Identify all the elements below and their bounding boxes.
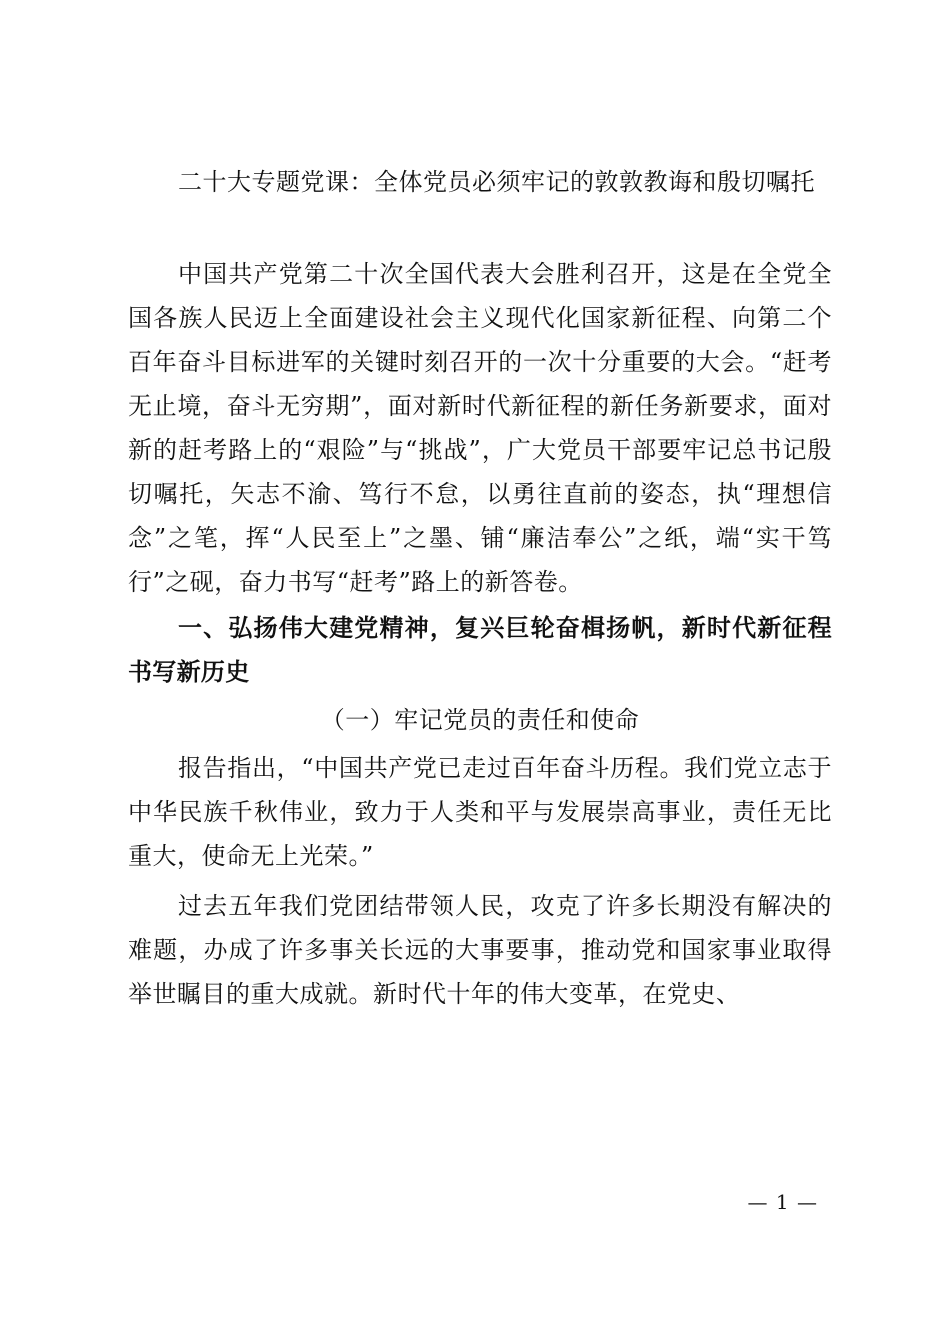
page-number: — 1 —	[747, 1190, 818, 1214]
document-title: 二十大专题党课：全体党员必须牢记的敦敦教诲和殷切嘱托	[178, 168, 815, 196]
body-paragraph: 报告指出，“中国共产党已走过百年奋斗历程。我们党立志于中华民族千秋伟业，致力于人类和平与发展崇高事业，责任无比重大，使命无上光荣。”	[128, 754, 832, 870]
intro-paragraph: 中国共产党第二十次全国代表大会胜利召开，这是在全党全国各族人民迈上全面建设社会主义现代化国家新征程、向第二个百年奋斗目标进军的关键时刻召开的一次十分重要的大会。“赶考无止境，奋斗无穷期”，面对新时代新征程的新任务新要求，面对新的赶考路上的“艰险”与“挑战”，广大党员干部要牢记总书记殷切嘱托，矢志不渝、笃行不怠，以勇往直前的姿态，执“理想信念”之笔，挥“人民至上”之墨、铺“廉洁奉公”之纸，端“实干笃行”之砚，奋力书写“赶考”路上的新答卷。	[128, 260, 832, 596]
body-paragraph: 过去五年我们党团结带领人民，攻克了许多长期没有解决的难题，办成了许多事关长远的大事要事，推动党和国家事业取得举世瞩目的重大成就。新时代十年的伟大变革，在党史、	[128, 892, 832, 1008]
section-heading: 一、弘扬伟大建党精神，复兴巨轮奋楫扬帆，新时代新征程书写新历史	[128, 614, 832, 686]
document-body	[128, 160, 832, 1016]
subsection-heading: （一）牢记党员的责任和使命	[320, 706, 640, 734]
